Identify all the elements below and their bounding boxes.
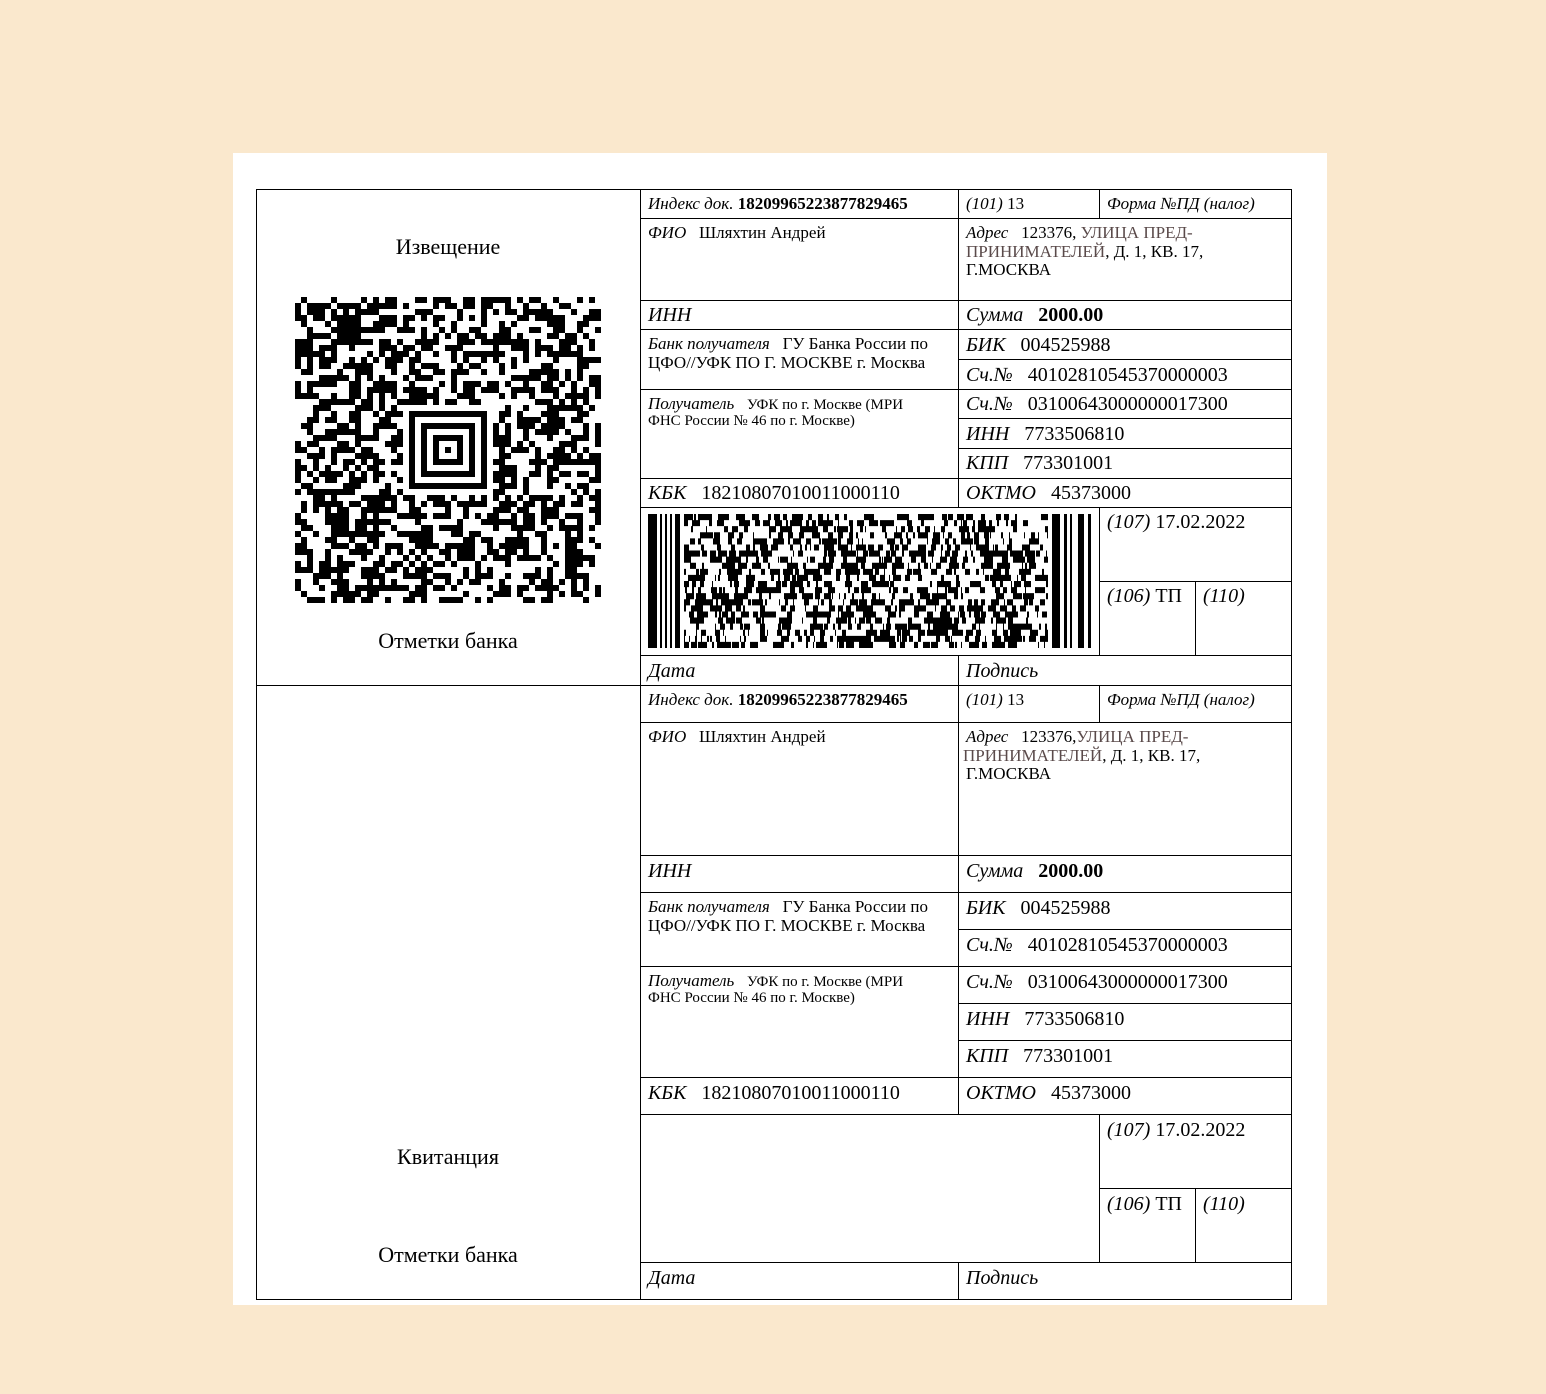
grid-line [958, 418, 1292, 419]
grid-line [958, 448, 1292, 449]
receipt-bank-marks: Отметки банка [378, 1242, 518, 1267]
grid-line [640, 1077, 1292, 1078]
grid-line [1195, 1188, 1196, 1262]
grid-line [1099, 685, 1100, 722]
notice-kpp: КПП 773301001 [966, 452, 1114, 474]
column-divider [640, 189, 641, 1300]
receipt-recipient-line2: ФНС России № 46 по г. Москве) [648, 990, 855, 1006]
notice-bank-line2: ЦФО//УФК ПО Г. МОСКВЕ г. Москва [648, 353, 926, 372]
grid-line [640, 218, 1292, 219]
notice-account-2: Сч.№ 03100643000000017300 [966, 393, 1228, 415]
receipt-signature: Подпись [966, 1267, 1039, 1289]
receipt-address-line2: ПРИНИМАТЕЛЕЙ, Д. 1, КВ. 17, [963, 746, 1201, 765]
notice-bank-marks: Отметки банка [378, 628, 518, 653]
receipt-bank: Банк получателя ГУ Банка России по [648, 897, 928, 916]
notice-code-106: (106) ТП [1107, 585, 1182, 607]
notice-date: Дата [648, 660, 696, 682]
notice-code-110: (110) [1203, 585, 1245, 607]
grid-line [640, 389, 1292, 390]
notice-bik: БИК 004525988 [966, 334, 1111, 356]
grid-line [1099, 189, 1100, 218]
receipt-code-107: (107) 17.02.2022 [1107, 1119, 1246, 1141]
notice-signature: Подпись [966, 660, 1039, 682]
receipt-index: Индекс док. 18209965223877829465 [648, 690, 908, 709]
qr-code-icon [295, 297, 601, 603]
grid-line [958, 655, 959, 685]
grid-line [958, 929, 1292, 930]
receipt-kbk: КБК 18210807010011000110 [648, 1082, 900, 1104]
grid-line [640, 1114, 1292, 1115]
section-divider [256, 685, 1292, 686]
grid-line [1099, 1114, 1100, 1262]
receipt-account-2: Сч.№ 03100643000000017300 [966, 971, 1228, 993]
notice-code-101: (101) 13 [966, 194, 1025, 213]
receipt-recipient: Получатель УФК по г. Москве (МРИ [648, 971, 904, 990]
notice-code-107: (107) 17.02.2022 [1107, 511, 1246, 533]
notice-inn: ИНН [648, 304, 692, 326]
receipt-oktmo: ОКТМО 45373000 [966, 1082, 1131, 1104]
receipt-code-106: (106) ТП [1107, 1193, 1182, 1215]
grid-line [640, 300, 1292, 301]
notice-account-1: Сч.№ 40102810545370000003 [966, 364, 1228, 386]
grid-line [640, 855, 1292, 856]
grid-line [958, 359, 1292, 360]
grid-line [958, 685, 959, 1114]
grid-line [958, 1040, 1292, 1041]
grid-line [958, 189, 959, 507]
receipt-bank-line2: ЦФО//УФК ПО Г. МОСКВЕ г. Москва [648, 916, 926, 935]
grid-line [640, 1262, 1292, 1263]
notice-kbk: КБК 18210807010011000110 [648, 482, 900, 504]
grid-line [958, 1003, 1292, 1004]
notice-recipient-inn: ИНН 7733506810 [966, 423, 1125, 445]
grid-line [640, 478, 1292, 479]
receipt-fio: ФИО Шляхтин Андрей [648, 727, 826, 746]
receipt-inn: ИНН [648, 860, 692, 882]
receipt-form-name: Форма №ПД (налог) [1107, 690, 1255, 709]
grid-line [958, 1262, 959, 1300]
notice-form-name: Форма №ПД (налог) [1107, 194, 1255, 213]
grid-line [640, 329, 1292, 330]
notice-fio: ФИО Шляхтин Андрей [648, 223, 826, 242]
notice-address-line3: Г.МОСКВА [966, 260, 1051, 279]
receipt-account-1: Сч.№ 40102810545370000003 [966, 934, 1228, 956]
receipt-recipient-inn: ИНН 7733506810 [966, 1008, 1125, 1030]
notice-recipient-line2: ФНС России № 46 по г. Москве) [648, 413, 855, 429]
notice-sum: Сумма 2000.00 [966, 304, 1104, 326]
notice-address: Адрес 123376, УЛИЦА ПРЕД- [966, 223, 1193, 242]
grid-line [640, 892, 1292, 893]
receipt-address: Адрес 123376,УЛИЦА ПРЕД- [966, 727, 1189, 746]
barcode-icon [648, 514, 1094, 648]
receipt-code-101: (101) 13 [966, 690, 1025, 709]
grid-line [640, 655, 1292, 656]
receipt-bik: БИК 004525988 [966, 897, 1111, 919]
receipt-sum: Сумма 2000.00 [966, 860, 1104, 882]
notice-recipient: Получатель УФК по г. Москве (МРИ [648, 394, 904, 413]
notice-oktmo: ОКТМО 45373000 [966, 482, 1131, 504]
grid-line [640, 722, 1292, 723]
receipt-code-110: (110) [1203, 1193, 1245, 1215]
receipt-title: Квитанция [397, 1144, 499, 1169]
grid-line [1099, 507, 1100, 655]
receipt-kpp: КПП 773301001 [966, 1045, 1114, 1067]
receipt-address-line3: Г.МОСКВА [966, 764, 1051, 783]
grid-line [640, 966, 1292, 967]
grid-line [640, 507, 1292, 508]
grid-line [1195, 581, 1196, 655]
notice-index: Индекс док. 18209965223877829465 [648, 194, 908, 213]
receipt-date: Дата [648, 1267, 696, 1289]
notice-title: Извещение [395, 234, 501, 259]
notice-bank: Банк получателя ГУ Банка России по [648, 334, 928, 353]
notice-address-line2: ПРИНИМАТЕЛЕЙ, Д. 1, КВ. 17, [966, 242, 1204, 261]
